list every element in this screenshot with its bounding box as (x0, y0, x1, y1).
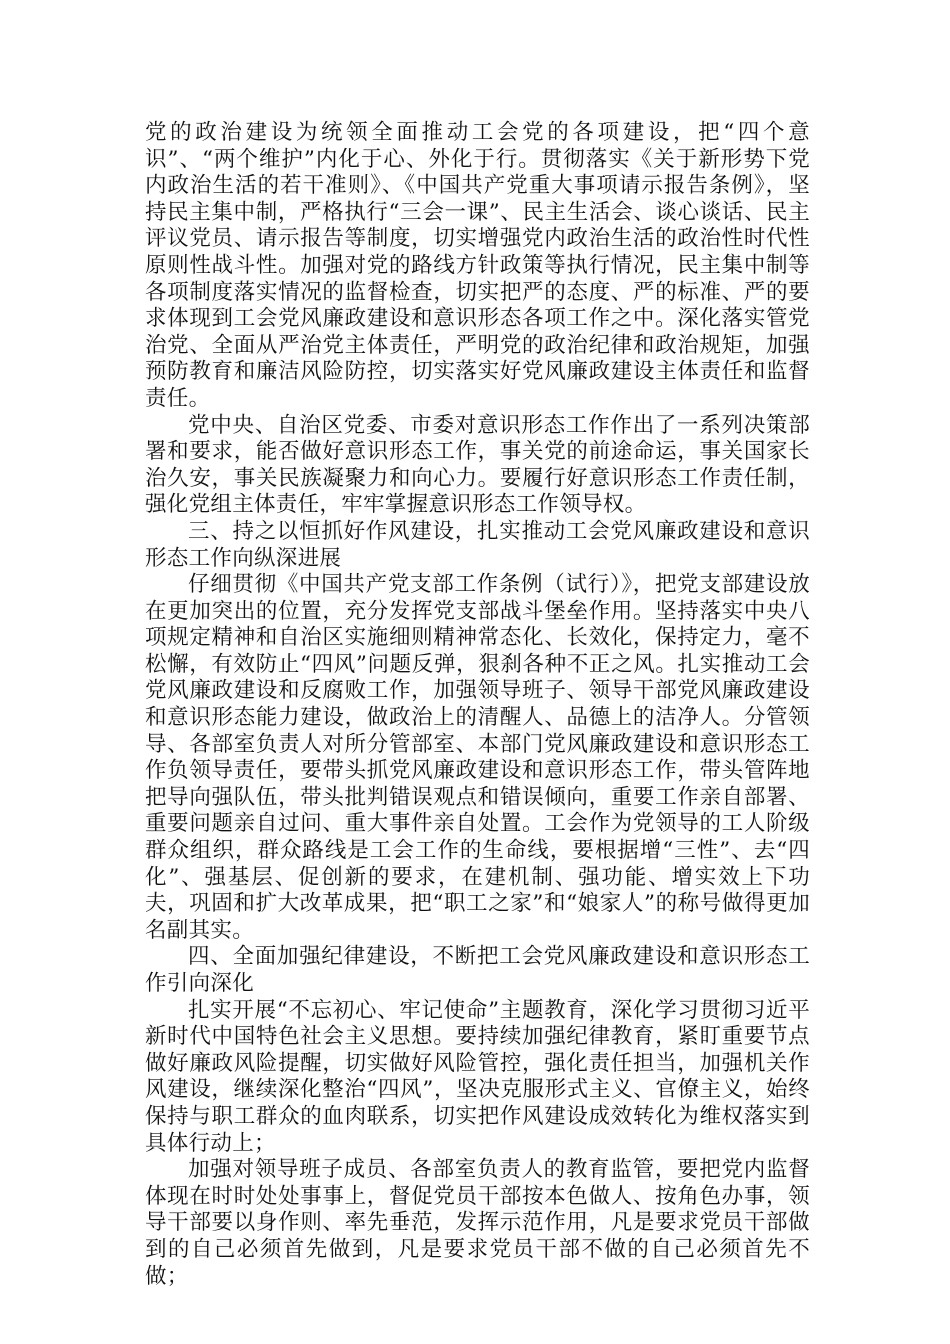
paragraph-ideology-responsibility: 党中央、自治区党委、市委对意识形态工作作出了一系列决策部署和要求，能否做好意识形态工作，事关党的前途命运，事关国家长治久安，事关民族凝聚力和向心力。要履行好意识形态工作责任制，强化党组主体责任，牢牢掌握意识形态工作领导权。 (145, 412, 810, 518)
section-heading-3: 三、持之以恒抓好作风建设，扎实推动工会党风廉政建设和意识形态工作向纵深进展 (145, 518, 810, 571)
paragraph-party-political-building: 党的政治建设为统领全面推动工会党的各项建设，把“四个意识”、“两个维护”内化于心、外化于行。贯彻落实《关于新形势下党内政治生活的若干准则》、《中国共产党重大事项请示报告条例》，坚持民主集中制，严格执行“三会一课”、民主生活会、谈心谈话、民主评议党员、请示报告等制度，切实增强党内政治生活的政治性时代性原则性战斗性。加强对党的路线方针政策等执行情况，民主集中制等各项制度落实情况的监督检查，切实把严的态度、严的标准、严的要求体现到工会党风廉政建设和意识形态各项工作之中。深化落实管党治党、全面从严治党主体责任，严明党的政治纪律和政治规矩，加强预防教育和廉洁风险防控，切实落实好党风廉政建设主体责任和监督责任。 (145, 120, 810, 411)
paragraph-theme-education: 扎实开展“不忘初心、牢记使命”主题教育，深化学习贯彻习近平新时代中国特色社会主义思想。要持续加强纪律教育，紧盯重要节点做好廉政风险提醒，切实做好风险管控，强化责任担当，加强机关作风建设，继续深化整治“四风”，坚决克服形式主义、官僚主义，始终保持与职工群众的血肉联系，切实把作风建设成效转化为维权落实到具体行动上； (145, 997, 810, 1156)
section-heading-4: 四、全面加强纪律建设，不断把工会党风廉政建设和意识形态工作引向深化 (145, 944, 810, 996)
paragraph-leadership-supervision: 加强对领导班子成员、各部室负责人的教育监管，要把党内监督体现在时时处处事事上，督促党员干部按本色做人、按角色办事，领导干部要以身作则、率先垂范，发挥示范作用，凡是要求党员干部做到的自己必须首先做到，凡是要求党员干部不做的自己必须首先不做； (145, 1157, 810, 1289)
paragraph-branch-work-rules: 仔细贯彻《中国共产党支部工作条例（试行）》，把党支部建设放在更加突出的位置，充分发挥党支部战斗堡垒作用。坚持落实中央八项规定精神和自治区实施细则精神常态化、长效化，保持定力，毫不松懈，有效防止“四风”问题反弹，狠刹各种不正之风。扎实推动工会党风廉政建设和反腐败工作，加强领导班子、领导干部党风廉政建设和意识形态能力建设，做政治上的清醒人、品德上的洁净人。分管领导、各部室负责人对所分管部室、本部门党风廉政建设和意识形态工作负领导责任，要带头抓党风廉政建设和意识形态工作，带头管阵地把导向强队伍，带头批判错误观点和错误倾向，重要工作亲自部署、重要问题亲自过问、重大事件亲自处置。工会作为党领导的工人阶级群众组织，群众路线是工会工作的生命线，要根据增“三性”、去“四化”、强基层、促创新的要求，在建机制、强功能、增实效上下功夫，巩固和扩大改革成果，把“职工之家”和“娘家人”的称号做得更加名副其实。 (145, 572, 810, 943)
document-body (145, 120, 810, 1290)
